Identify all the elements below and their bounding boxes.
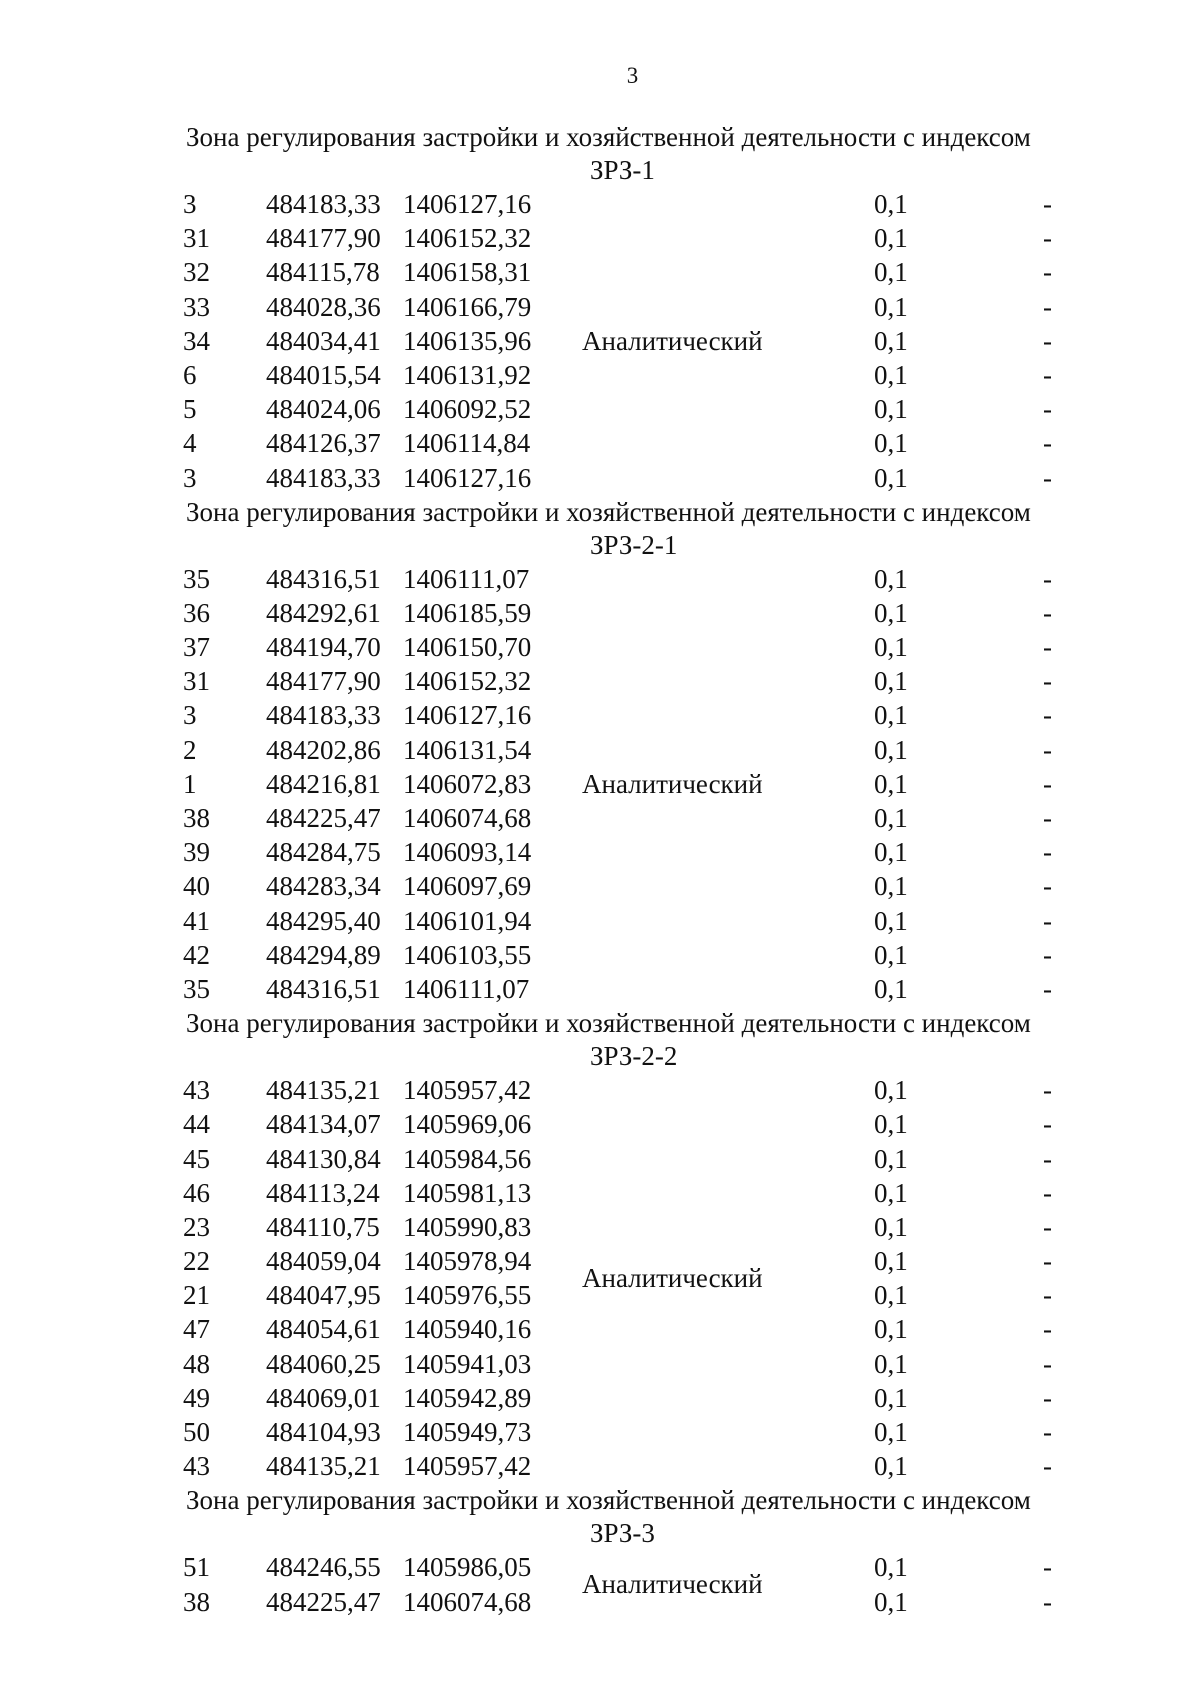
zone-rows <box>0 1073 1200 1483</box>
dash-value: - <box>1043 223 1052 254</box>
dash-value: - <box>1043 1451 1052 1482</box>
table-row <box>0 1107 1200 1141</box>
table-row <box>0 562 1200 596</box>
method-label: Аналитический <box>582 768 763 799</box>
coordinate-x: 484284,75 <box>266 837 381 868</box>
coordinate-y: 1405990,83 <box>403 1211 532 1242</box>
zone-section <box>0 120 1200 495</box>
table-row <box>0 596 1200 630</box>
table-row <box>0 938 1200 972</box>
dash-value: - <box>1043 1552 1052 1583</box>
dash-value: - <box>1043 1109 1052 1140</box>
point-number: 51 <box>183 1552 210 1583</box>
table-row <box>0 1176 1200 1210</box>
table-row <box>0 426 1200 460</box>
table-row <box>0 904 1200 938</box>
coordinate-y: 1406092,52 <box>403 394 532 425</box>
dash-value: - <box>1043 1348 1052 1379</box>
accuracy-value: 0,1 <box>874 563 908 594</box>
dash-value: - <box>1043 1211 1052 1242</box>
coordinate-x: 484115,78 <box>266 257 380 288</box>
table-row <box>0 630 1200 664</box>
coordinate-y: 1405976,55 <box>403 1280 532 1311</box>
coordinate-x: 484177,90 <box>266 223 381 254</box>
page-number: 3 <box>626 63 639 88</box>
dash-value: - <box>1043 462 1052 493</box>
accuracy-value: 0,1 <box>874 597 908 628</box>
coordinate-x: 484295,40 <box>266 905 381 936</box>
accuracy-value: 0,1 <box>874 1417 908 1447</box>
dash-value: - <box>1043 1314 1052 1345</box>
table-row <box>0 1415 1200 1449</box>
accuracy-value: 0,1 <box>874 700 908 731</box>
dash-value: - <box>1043 428 1052 459</box>
coordinate-x: 484054,61 <box>266 1314 381 1345</box>
zone-title-text: Зона регулирования застройки и хозяйственной деятельности с индексом <box>186 1008 1031 1039</box>
zone-code: ЗРЗ-2-1 <box>590 529 678 560</box>
zone-title <box>0 495 1200 529</box>
dash-value: - <box>1043 1246 1052 1277</box>
accuracy-value: 0,1 <box>874 768 908 799</box>
zone-title <box>0 120 1200 154</box>
point-number: 31 <box>183 666 210 697</box>
coordinate-x: 484034,41 <box>266 325 381 356</box>
coordinate-x: 484060,25 <box>266 1348 381 1379</box>
accuracy-value: 0,1 <box>874 325 908 356</box>
method-label: Аналитический <box>582 325 763 356</box>
table-row <box>0 358 1200 392</box>
method-label: Аналитический <box>582 1569 763 1600</box>
point-number: 21 <box>183 1280 210 1311</box>
coordinate-x: 484126,37 <box>266 428 381 459</box>
dash-value: - <box>1043 1280 1052 1311</box>
point-number: 35 <box>183 973 210 1004</box>
method-label: Аналитический <box>582 1263 763 1294</box>
dash-value: - <box>1043 597 1052 628</box>
coordinate-x: 484135,21 <box>266 1075 381 1106</box>
accuracy-value: 0,1 <box>874 632 908 663</box>
coordinate-y: 1406111,07 <box>403 973 530 1004</box>
point-number: 38 <box>183 803 210 833</box>
table-row <box>0 801 1200 835</box>
accuracy-value: 0,1 <box>874 734 908 765</box>
point-number: 36 <box>183 597 210 628</box>
table-row <box>0 392 1200 426</box>
point-number: 3 <box>183 700 197 731</box>
accuracy-value: 0,1 <box>874 428 908 459</box>
dash-value: - <box>1043 394 1052 425</box>
point-number: 43 <box>183 1451 210 1482</box>
coordinate-x: 484183,33 <box>266 700 381 731</box>
coordinate-y: 1406158,31 <box>403 257 532 288</box>
point-number: 47 <box>183 1314 210 1345</box>
coordinate-y: 1406074,68 <box>403 803 532 833</box>
coordinate-x: 484225,47 <box>266 803 381 833</box>
accuracy-value: 0,1 <box>874 1143 908 1174</box>
point-number: 37 <box>183 632 210 663</box>
dash-value: - <box>1043 837 1052 868</box>
accuracy-value: 0,1 <box>874 1109 908 1140</box>
zone-code: ЗРЗ-3 <box>590 1518 655 1549</box>
accuracy-value: 0,1 <box>874 1314 908 1345</box>
zone-title-text: Зона регулирования застройки и хозяйственной деятельности с индексом <box>186 496 1031 527</box>
dash-value: - <box>1043 291 1052 322</box>
accuracy-value: 0,1 <box>874 1075 908 1106</box>
accuracy-value: 0,1 <box>874 666 908 697</box>
coordinate-x: 484069,01 <box>266 1382 381 1413</box>
point-number: 40 <box>183 871 210 902</box>
zone-section <box>0 1483 1200 1618</box>
coordinate-y: 1406135,96 <box>403 325 532 356</box>
zone-code: ЗРЗ-1 <box>590 155 655 185</box>
zone-rows <box>0 1550 1200 1618</box>
point-number: 46 <box>183 1177 210 1208</box>
dash-value: - <box>1043 632 1052 663</box>
coordinate-y: 1406150,70 <box>403 632 532 663</box>
coordinate-x: 484294,89 <box>266 939 381 970</box>
accuracy-value: 0,1 <box>874 1348 908 1379</box>
table-row <box>0 835 1200 869</box>
coordinate-x: 484194,70 <box>266 632 381 663</box>
point-number: 31 <box>183 223 210 254</box>
point-number: 2 <box>183 734 197 765</box>
coordinate-x: 484134,07 <box>266 1109 381 1140</box>
coordinate-y: 1405941,03 <box>403 1348 532 1379</box>
accuracy-value: 0,1 <box>874 257 908 288</box>
point-number: 4 <box>183 428 197 459</box>
coordinate-x: 484316,51 <box>266 973 381 1004</box>
zone-title <box>0 1483 1200 1517</box>
point-number: 45 <box>183 1143 210 1174</box>
point-number: 49 <box>183 1382 210 1413</box>
dash-value: - <box>1043 563 1052 594</box>
dash-value: - <box>1043 1417 1052 1447</box>
accuracy-value: 0,1 <box>874 462 908 493</box>
coordinate-x: 484047,95 <box>266 1280 381 1311</box>
table-row <box>0 869 1200 903</box>
coordinate-y: 1406101,94 <box>403 905 532 936</box>
zone-rows <box>0 187 1200 495</box>
accuracy-value: 0,1 <box>874 939 908 970</box>
accuracy-value: 0,1 <box>874 1280 908 1311</box>
dash-value: - <box>1043 871 1052 902</box>
dash-value: - <box>1043 700 1052 731</box>
coordinate-x: 484130,84 <box>266 1143 381 1174</box>
coordinate-x: 484015,54 <box>266 359 381 390</box>
coordinate-y: 1406152,32 <box>403 223 532 254</box>
coordinate-y: 1405957,42 <box>403 1451 532 1482</box>
zone-rows <box>0 562 1200 1006</box>
point-number: 6 <box>183 359 197 390</box>
coordinate-x: 484183,33 <box>266 462 381 493</box>
dash-value: - <box>1043 734 1052 765</box>
dash-value: - <box>1043 359 1052 390</box>
point-number: 44 <box>183 1109 210 1140</box>
coordinate-y: 1406152,32 <box>403 666 532 697</box>
dash-value: - <box>1043 325 1052 356</box>
table-row <box>0 1312 1200 1346</box>
coordinate-y: 1405984,56 <box>403 1143 532 1174</box>
dash-value: - <box>1043 973 1052 1004</box>
dash-value: - <box>1043 803 1052 833</box>
coordinate-x: 484225,47 <box>266 1586 381 1617</box>
table-row <box>0 733 1200 767</box>
coordinate-x: 484110,75 <box>266 1211 380 1242</box>
coordinate-y: 1405942,89 <box>403 1382 532 1413</box>
coordinate-x: 484028,36 <box>266 291 381 322</box>
coordinate-y: 1406131,54 <box>403 734 532 765</box>
table-row <box>0 1449 1200 1483</box>
accuracy-value: 0,1 <box>874 1451 908 1482</box>
zone-section <box>0 1006 1200 1483</box>
coordinate-y: 1405978,94 <box>403 1246 532 1277</box>
coordinate-x: 484059,04 <box>266 1246 381 1277</box>
table-row <box>0 1142 1200 1176</box>
coordinate-x: 484246,55 <box>266 1552 381 1583</box>
coordinate-x: 484216,81 <box>266 768 381 799</box>
table-row <box>0 1347 1200 1381</box>
table-row <box>0 972 1200 1006</box>
coordinate-x: 484316,51 <box>266 563 381 594</box>
point-number: 3 <box>183 462 197 493</box>
coordinate-x: 484283,34 <box>266 871 381 902</box>
table-row <box>0 698 1200 732</box>
dash-value: - <box>1043 1075 1052 1106</box>
table-row <box>0 664 1200 698</box>
point-number: 39 <box>183 837 210 868</box>
coordinate-y: 1406074,68 <box>403 1586 532 1617</box>
accuracy-value: 0,1 <box>874 973 908 1004</box>
coordinate-y: 1406093,14 <box>403 837 532 868</box>
point-number: 35 <box>183 563 210 594</box>
point-number: 1 <box>183 768 197 799</box>
table-row <box>0 1210 1200 1244</box>
accuracy-value: 0,1 <box>874 803 908 833</box>
coordinate-x: 484104,93 <box>266 1417 381 1447</box>
coordinate-x: 484024,06 <box>266 394 381 425</box>
coordinate-y: 1406072,83 <box>403 768 532 799</box>
accuracy-value: 0,1 <box>874 1586 908 1617</box>
point-number: 23 <box>183 1211 210 1242</box>
coordinate-x: 484113,24 <box>266 1177 380 1208</box>
point-number: 38 <box>183 1586 210 1617</box>
table-row <box>0 290 1200 324</box>
dash-value: - <box>1043 1382 1052 1413</box>
point-number: 41 <box>183 905 210 936</box>
coordinate-y: 1406127,16 <box>403 189 532 219</box>
table-row <box>0 221 1200 255</box>
coordinate-x: 484177,90 <box>266 666 381 697</box>
dash-value: - <box>1043 905 1052 936</box>
accuracy-value: 0,1 <box>874 837 908 868</box>
dash-value: - <box>1043 257 1052 288</box>
point-number: 3 <box>183 189 197 219</box>
accuracy-value: 0,1 <box>874 359 908 390</box>
coordinate-y: 1405969,06 <box>403 1109 532 1140</box>
dash-value: - <box>1043 666 1052 697</box>
zone-section <box>0 495 1200 1006</box>
dash-value: - <box>1043 1143 1052 1174</box>
coordinate-y: 1405940,16 <box>403 1314 532 1345</box>
coordinate-y: 1406185,59 <box>403 597 532 628</box>
point-number: 43 <box>183 1075 210 1106</box>
accuracy-value: 0,1 <box>874 905 908 936</box>
coordinate-x: 484183,33 <box>266 189 381 219</box>
accuracy-value: 0,1 <box>874 189 908 219</box>
coordinate-y: 1405981,13 <box>403 1177 532 1208</box>
table-row <box>0 1073 1200 1107</box>
table-row <box>0 187 1200 221</box>
coordinate-y: 1406127,16 <box>403 700 532 731</box>
coordinate-x: 484202,86 <box>266 734 381 765</box>
dash-value: - <box>1043 939 1052 970</box>
accuracy-value: 0,1 <box>874 1552 908 1583</box>
zone-title-text: Зона регулирования застройки и хозяйственной деятельности с индексом <box>186 122 1031 152</box>
point-number: 32 <box>183 257 210 288</box>
coordinate-y: 1406127,16 <box>403 462 532 493</box>
coordinate-y: 1406103,55 <box>403 939 532 970</box>
coordinate-y: 1405949,73 <box>403 1417 532 1447</box>
zone-code: ЗРЗ-2-2 <box>590 1041 678 1072</box>
coordinate-document <box>0 120 1200 1619</box>
zone-title-text: Зона регулирования застройки и хозяйственной деятельности с индексом <box>186 1485 1031 1516</box>
point-number: 33 <box>183 291 210 322</box>
accuracy-value: 0,1 <box>874 1211 908 1242</box>
dash-value: - <box>1043 768 1052 799</box>
coordinate-y: 1406114,84 <box>403 428 531 459</box>
accuracy-value: 0,1 <box>874 291 908 322</box>
coordinate-x: 484292,61 <box>266 597 381 628</box>
dash-value: - <box>1043 1177 1052 1208</box>
accuracy-value: 0,1 <box>874 1177 908 1208</box>
accuracy-value: 0,1 <box>874 871 908 902</box>
point-number: 50 <box>183 1417 210 1447</box>
point-number: 48 <box>183 1348 210 1379</box>
coordinate-y: 1406131,92 <box>403 359 532 390</box>
coordinate-y: 1405986,05 <box>403 1552 532 1583</box>
dash-value: - <box>1043 1586 1052 1617</box>
coordinate-y: 1406166,79 <box>403 291 532 322</box>
coordinate-y: 1406111,07 <box>403 563 530 594</box>
point-number: 42 <box>183 939 210 970</box>
point-number: 5 <box>183 394 197 425</box>
table-row <box>0 1381 1200 1415</box>
table-row <box>0 461 1200 495</box>
coordinate-x: 484135,21 <box>266 1451 381 1482</box>
accuracy-value: 0,1 <box>874 223 908 254</box>
point-number: 22 <box>183 1246 210 1277</box>
dash-value: - <box>1043 189 1052 219</box>
table-row <box>0 255 1200 289</box>
accuracy-value: 0,1 <box>874 394 908 425</box>
coordinate-y: 1405957,42 <box>403 1075 532 1106</box>
point-number: 34 <box>183 325 210 356</box>
coordinate-y: 1406097,69 <box>403 871 532 902</box>
accuracy-value: 0,1 <box>874 1246 908 1277</box>
zone-title <box>0 1006 1200 1040</box>
accuracy-value: 0,1 <box>874 1382 908 1413</box>
